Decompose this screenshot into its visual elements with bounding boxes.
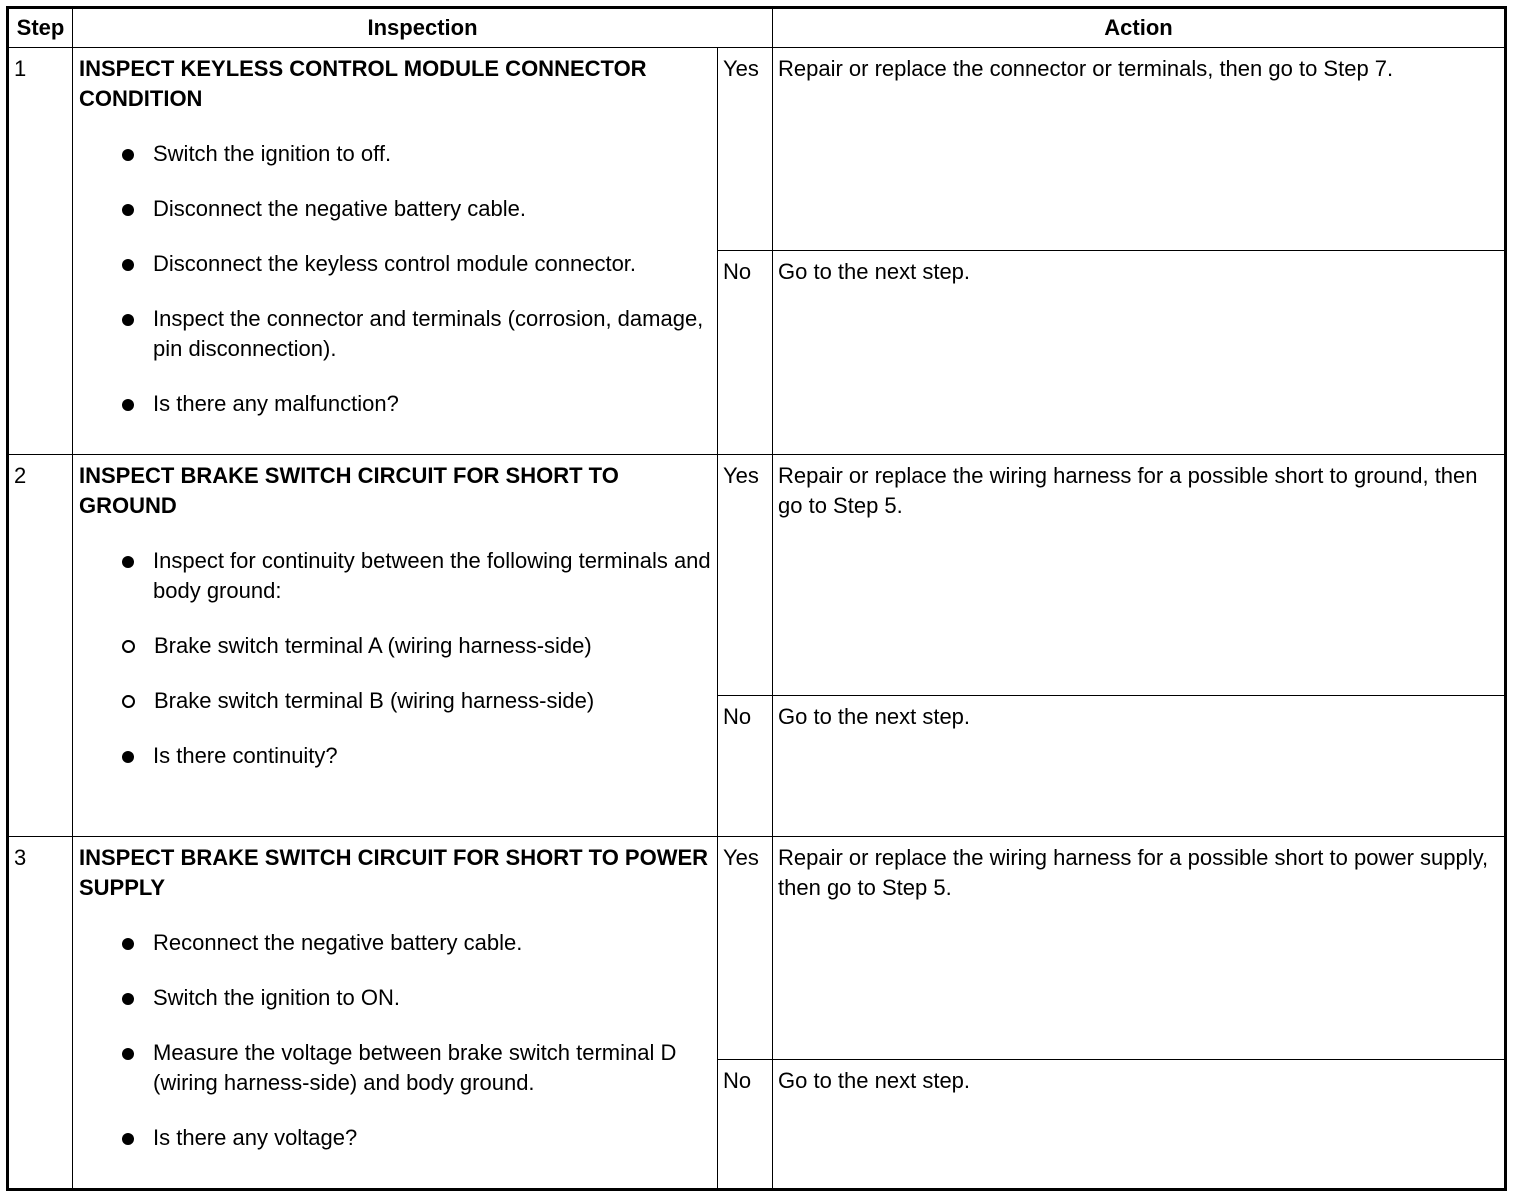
- yes-action: Repair or replace the connector or terminals, then go to Step 7.: [773, 48, 1506, 251]
- inspection-title: INSPECT BRAKE SWITCH CIRCUIT FOR SHORT TO GROUND: [79, 463, 619, 518]
- sub-bullet-item: Brake switch terminal A (wiring harness-side): [79, 631, 711, 661]
- bullet-item: Switch the ignition to off.: [79, 139, 711, 169]
- inspection-cell: [73, 48, 718, 455]
- bullet-item: Reconnect the negative battery cable.: [79, 928, 711, 958]
- inspection-bullets: [79, 928, 711, 1153]
- step-number: 1: [8, 48, 73, 455]
- inspection-bullets: [79, 139, 711, 419]
- yes-label: Yes: [718, 48, 773, 251]
- bullet-item: Measure the voltage between brake switch terminal D (wiring harness-side) and body ground.: [79, 1038, 711, 1098]
- diagnostic-table: [6, 6, 1507, 1191]
- no-label: No: [718, 696, 773, 837]
- no-label: No: [718, 251, 773, 455]
- no-label: No: [718, 1060, 773, 1190]
- bullet-item: Inspect the connector and terminals (corrosion, damage, pin disconnection).: [79, 304, 711, 364]
- inspection-cell: [73, 455, 718, 837]
- step-3-yes-row: [8, 837, 1506, 1060]
- inspection-title: INSPECT BRAKE SWITCH CIRCUIT FOR SHORT TO POWER SUPPLY: [79, 845, 709, 900]
- step-2-yes-row: [8, 455, 1506, 696]
- bullet-item: Is there continuity?: [79, 741, 711, 771]
- step-number: 2: [8, 455, 73, 837]
- bullet-item: Is there any voltage?: [79, 1123, 711, 1153]
- header-row: [8, 8, 1506, 48]
- bullet-item: [79, 546, 711, 716]
- bullet-item: Is there any malfunction?: [79, 389, 711, 419]
- no-action: Go to the next step.: [773, 1060, 1506, 1190]
- inspection-title: INSPECT KEYLESS CONTROL MODULE CONNECTOR CONDITION: [79, 56, 647, 111]
- bullet-item: Switch the ignition to ON.: [79, 983, 711, 1013]
- header-action: Action: [773, 8, 1506, 48]
- no-action: Go to the next step.: [773, 696, 1506, 837]
- sub-bullets: [79, 631, 711, 716]
- yes-action: Repair or replace the wiring harness for a possible short to ground, then go to Step 5.: [773, 455, 1506, 696]
- header-inspection: Inspection: [73, 8, 773, 48]
- yes-action: Repair or replace the wiring harness for a possible short to power supply, then go to Step 5.: [773, 837, 1506, 1060]
- no-action: Go to the next step.: [773, 251, 1506, 455]
- inspection-bullets: [79, 546, 711, 771]
- yes-label: Yes: [718, 837, 773, 1060]
- yes-label: Yes: [718, 455, 773, 696]
- bullet-item: Disconnect the keyless control module connector.: [79, 249, 711, 279]
- header-step: Step: [8, 8, 73, 48]
- sub-bullet-item: Brake switch terminal B (wiring harness-side): [79, 686, 711, 716]
- step-1-yes-row: [8, 48, 1506, 251]
- bullet-text: Inspect for continuity between the following terminals and body ground:: [153, 548, 711, 603]
- step-number: 3: [8, 837, 73, 1190]
- inspection-cell: [73, 837, 718, 1190]
- bullet-item: Disconnect the negative battery cable.: [79, 194, 711, 224]
